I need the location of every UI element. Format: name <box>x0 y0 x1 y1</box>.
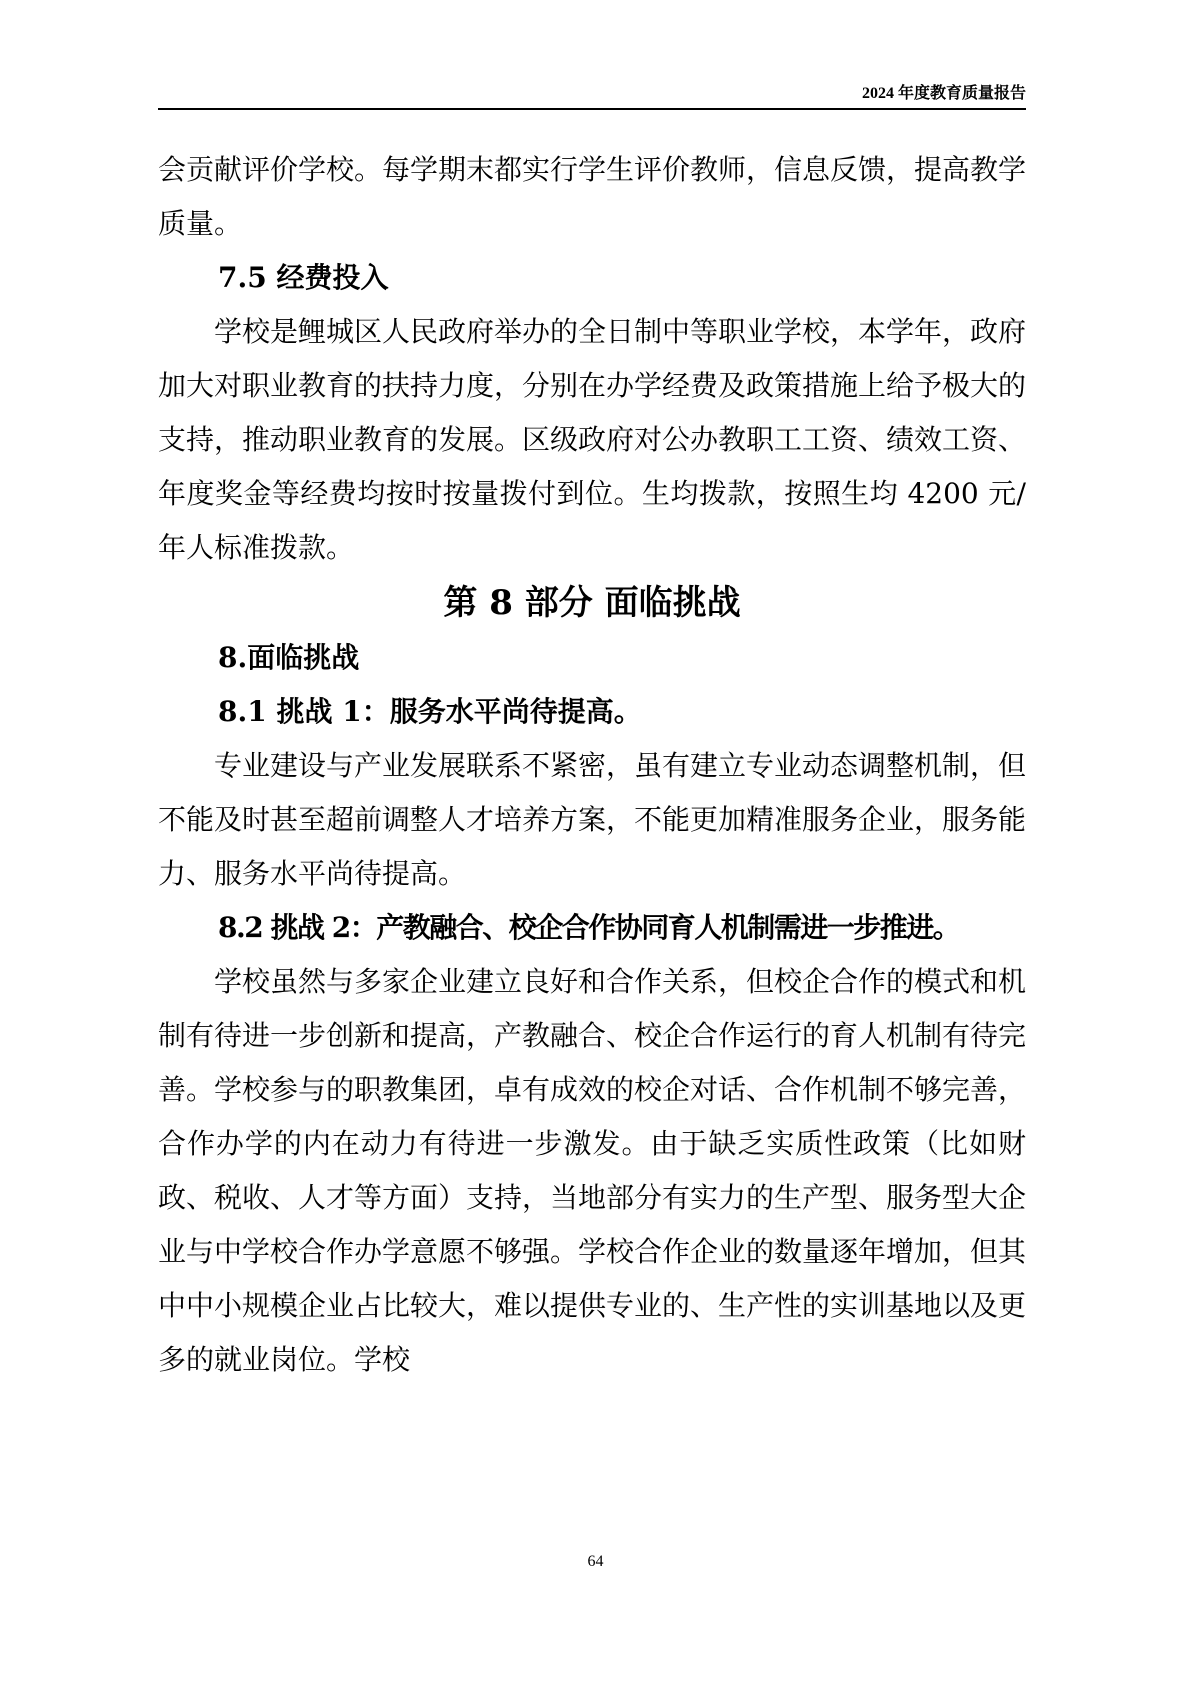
part-8-title: 第 8 部分 面临挑战 <box>443 583 741 623</box>
paragraph-8-1: 专业建设与产业发展联系不紧密，虽有建立专业动态调整机制，但不能及时甚至超前调整人才培养方案，不能更加精准服务企业，服务能力、服务水平尚待提高。 <box>158 749 1027 890</box>
heading-8: 8.面临挑战 <box>218 641 360 674</box>
header-rule <box>158 108 1026 110</box>
heading-8-2: 8.2 挑战 2：产教融合、校企合作协同育人机制需进一步推进。 <box>218 911 960 944</box>
paragraph-8-2: 学校虽然与多家企业建立良好和合作关系，但校企合作的模式和机制有待进一步创新和提高，产教融合、校企合作运行的育人机制有待完善。学校参与的职教集团，卓有成效的校企对话、合作机制不够完善，合作办学的内在动力有待进一步激发。由于缺乏实质性政策（比如财政、税收、人才等方面）支持，当地部分有实力的生产型、服务型大企业与中学校合作办学意愿不够强。学校合作企业的数量逐年增加，但其中中小规模企业占比较大，难以提供专业的、生产性的实训基地以及更多的就业岗位。学校 <box>158 965 1027 1376</box>
paragraph-7-5: 学校是鲤城区人民政府举办的全日制中等职业学校，本学年，政府加大对职业教育的扶持力度，分别在办学经费及政策措施上给予极大的支持，推动职业教育的发展。区级政府对公办教职工工资、绩效工资、年度奖金等经费均按时按量拨付到位。生均拨款，按照生均 4200 元/年人标准拨款。 <box>158 315 1027 564</box>
paragraph-continuation: 会贡献评价学校。每学期末都实行学生评价教师，信息反馈，提高教学质量。 <box>158 153 1027 240</box>
page-content <box>158 143 1026 1387</box>
heading-8-1: 8.1 挑战 1：服务水平尚待提高。 <box>218 695 642 728</box>
heading-7-5: 7.5 经费投入 <box>218 261 389 294</box>
page-number: 64 <box>587 1553 604 1570</box>
running-header: 2024 年度教育质量报告 <box>861 85 1026 102</box>
